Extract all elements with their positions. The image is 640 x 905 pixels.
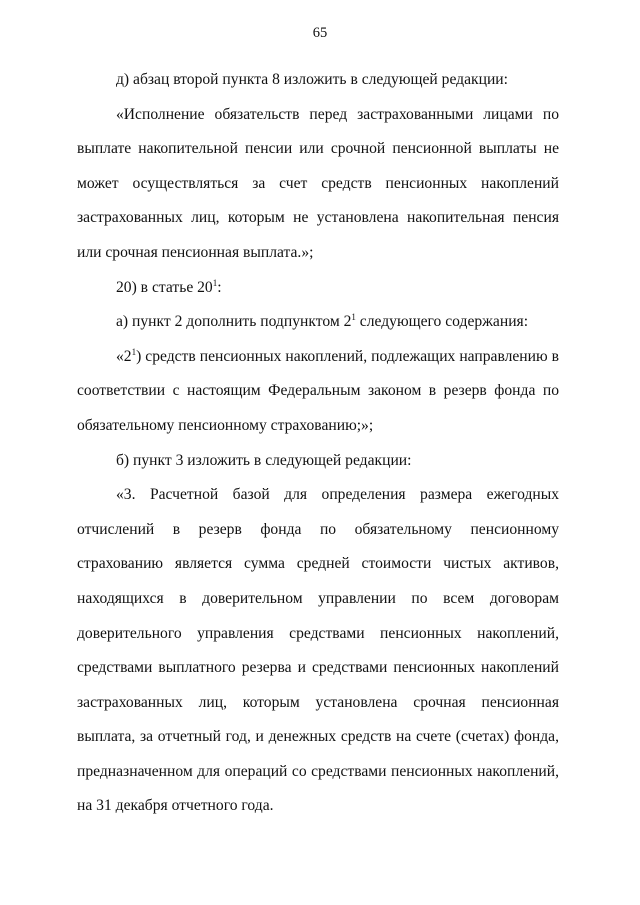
paragraph-subpoint-b: б) пункт 3 изложить в следующей редакции: <box>116 451 412 469</box>
item-20-tail: : <box>217 278 222 296</box>
quote-2-1-superscript: 1 <box>131 346 137 357</box>
paragraph-subpoint-d: д) абзац второй пункта 8 изложить в следующей редакции: <box>116 71 508 88</box>
item-20-superscript: 1 <box>212 277 218 288</box>
paragraph-subpoint-a <box>77 305 559 340</box>
paragraph-item-20 <box>77 271 559 306</box>
subpoint-a-text: а) пункт 2 дополнить подпунктом 2 <box>116 313 352 331</box>
quote-2-1-text: ) средств пенсионных накоплений, подлежащих направлению в соответствии с настоящим Федеральным законом в резерв фонда по обязательному пенсионному страхованию;»; <box>77 347 559 434</box>
document-body <box>77 63 559 824</box>
page-number: 65 <box>312 25 328 41</box>
paragraph-quote-obligations: «Исполнение обязательств перед застрахованными лицами по выплате накопительной пенсии или срочной пенсионной выплаты не может осуществляться за счет средств пенсионных накоплений застрахованных лиц, которым не установлена накопительная пенсия или срочная пенсионная выплата.»; <box>77 105 559 261</box>
subpoint-a-superscript: 1 <box>351 312 356 323</box>
quote-2-1-open: «2 <box>116 347 132 365</box>
item-20-text: 20) в статье 20 <box>116 278 213 296</box>
paragraph-quote-subpoint-2-1 <box>77 340 559 444</box>
subpoint-a-tail: следующего содержания: <box>355 313 529 331</box>
paragraph-quote-calculation-base: «3. Расчетной базой для определения размера ежегодных отчислений в резерв фонда по обязательному пенсионному страхованию является сумма средней стоимости чистых активов, находящихся в доверительном управлении по всем договорам доверительного управления средствами пенсионных накоплений, средствами выплатного резерва и средствами пенсионных накоплений застрахованных лиц, которым установлена срочная пенсионная выплата, за отчетный год, и денежных средств на счете (счетах) фонда, предназначенном для операций со средствами пенсионных накоплений, на 31 декабря отчетного года. <box>77 486 559 815</box>
